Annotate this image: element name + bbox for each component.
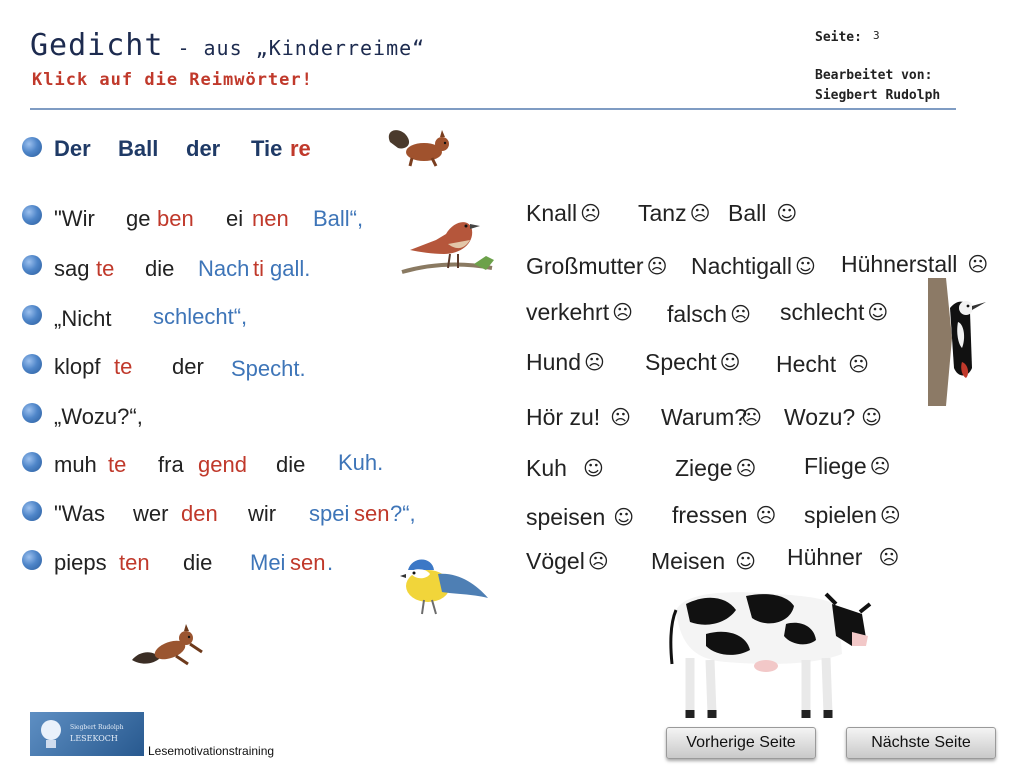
poem-word: wir bbox=[248, 501, 277, 526]
choice-label: speisen bbox=[526, 504, 606, 530]
choice-label: Meisen bbox=[651, 548, 726, 574]
poem-word: der bbox=[186, 136, 221, 161]
poem-word: Der bbox=[54, 136, 91, 161]
choice-ball[interactable] bbox=[728, 200, 797, 227]
choice-label: Ball bbox=[728, 200, 767, 226]
choice-kuh[interactable] bbox=[526, 455, 604, 482]
choice-meisen[interactable] bbox=[651, 548, 756, 575]
choice-fliege[interactable] bbox=[804, 453, 891, 480]
edited-by-label: Bearbeitet von: bbox=[815, 68, 933, 83]
editor-name: Siegbert Rudolph bbox=[815, 88, 941, 103]
poem-syllable: sen bbox=[354, 501, 390, 526]
poem-syllable: ben bbox=[157, 206, 194, 231]
smile-icon: ☺ bbox=[582, 456, 604, 480]
frown-icon: ☹ bbox=[612, 300, 633, 324]
poem-line-1 bbox=[0, 206, 400, 234]
poem-syllable: nen bbox=[252, 206, 289, 231]
frown-icon: ☹ bbox=[580, 201, 602, 225]
page-number: 3 bbox=[873, 29, 880, 42]
poem-syllable: ti bbox=[253, 256, 264, 281]
frown-icon: ☹ bbox=[848, 352, 869, 376]
nightingale-illustration bbox=[400, 210, 498, 284]
poem-syllable: te bbox=[114, 354, 133, 379]
lightbulb-icon bbox=[36, 718, 66, 750]
frown-icon: ☹ bbox=[689, 201, 711, 225]
frown-icon: ☹ bbox=[646, 254, 668, 278]
poem-line-8 bbox=[0, 550, 400, 578]
poem-word: die bbox=[276, 452, 306, 477]
poem-word: Ball bbox=[118, 136, 159, 161]
poem-rhyme-word: . bbox=[327, 550, 334, 575]
poem-word: pieps bbox=[54, 550, 107, 575]
choice-label: Specht bbox=[645, 349, 717, 375]
poem-rhyme-word: gall. bbox=[270, 256, 311, 281]
poem-line-2 bbox=[0, 256, 400, 284]
poem-word: klopf bbox=[54, 354, 101, 379]
frown-icon: ☹ bbox=[755, 503, 777, 527]
choice-label: falsch bbox=[667, 301, 728, 327]
subtitle-text: - aus „Kinderreime“ bbox=[177, 36, 426, 60]
poem-rhyme-word: Ball“, bbox=[313, 206, 364, 231]
poem-word: der bbox=[172, 354, 204, 379]
choice-label: Hund bbox=[526, 349, 581, 375]
squirrel-illustration bbox=[384, 124, 460, 168]
frown-icon: ☹ bbox=[735, 456, 757, 480]
poem-line-5 bbox=[0, 404, 400, 432]
next-page-button[interactable]: Nächste Seite bbox=[846, 727, 996, 759]
logo-text: Siegbert Rudolph bbox=[70, 724, 124, 731]
page-label: Seite: bbox=[815, 30, 862, 45]
lesekoch-logo bbox=[30, 712, 144, 756]
poem-line-6 bbox=[0, 452, 400, 480]
choice-grossmutter[interactable] bbox=[526, 253, 667, 280]
poem-syllable: ten bbox=[119, 550, 150, 575]
poem-syllable: te bbox=[108, 452, 127, 477]
smile-icon: ☺ bbox=[735, 549, 757, 573]
choice-label: Fliege bbox=[804, 453, 867, 479]
choice-speisen[interactable] bbox=[526, 504, 634, 531]
poem-rhyme-word: spei bbox=[309, 501, 350, 526]
choice-label: verkehrt bbox=[526, 299, 610, 325]
choice-nachtigall[interactable] bbox=[691, 253, 816, 280]
poem-word: sag bbox=[54, 256, 90, 281]
choice-label: Warum? bbox=[661, 404, 748, 430]
choice-fressen[interactable] bbox=[672, 502, 776, 529]
smile-icon: ☺ bbox=[795, 254, 816, 278]
choice-label: Hör zu! bbox=[526, 404, 601, 430]
woodpecker-illustration bbox=[928, 278, 988, 406]
frown-icon: ☹ bbox=[878, 545, 900, 569]
frown-icon: ☹ bbox=[879, 503, 901, 527]
smile-icon: ☺ bbox=[867, 300, 889, 324]
choice-label: Wozu? bbox=[784, 404, 856, 430]
squirrel-illustration bbox=[130, 620, 208, 670]
choice-label: Knall bbox=[526, 200, 578, 226]
poem-word: ge bbox=[126, 206, 151, 231]
choice-ziege[interactable] bbox=[675, 455, 756, 482]
poem-rhyme-word: Kuh. bbox=[338, 450, 384, 475]
bluetit-illustration bbox=[398, 554, 490, 620]
choice-huehnerstall[interactable] bbox=[841, 251, 988, 278]
poem-word: die bbox=[183, 550, 213, 575]
poem-line-4 bbox=[0, 354, 400, 382]
poem-word: wer bbox=[133, 501, 169, 526]
poem-syllable: te bbox=[96, 256, 115, 281]
header-divider bbox=[30, 108, 956, 110]
poem-word: Tie bbox=[251, 136, 283, 161]
instruction-text: Klick auf die Reimwörter! bbox=[32, 70, 313, 90]
poem-word: "Was bbox=[54, 501, 105, 526]
smile-icon: ☺ bbox=[613, 505, 635, 529]
poem-word: fra bbox=[158, 452, 184, 477]
poem-syllable: gend bbox=[198, 452, 247, 477]
choice-label: fressen bbox=[672, 502, 748, 528]
training-label: Lesemotivationstraining bbox=[148, 744, 275, 758]
choice-label: spielen bbox=[804, 502, 877, 528]
choice-label: Hühnerstall bbox=[841, 251, 958, 277]
choice-schlecht[interactable] bbox=[780, 299, 888, 326]
poem-line-7 bbox=[0, 501, 440, 529]
poem-syllable: re bbox=[290, 136, 311, 161]
choice-knall[interactable] bbox=[526, 200, 601, 227]
poem-line-3 bbox=[0, 306, 400, 334]
choice-label: Vögel bbox=[526, 548, 585, 574]
choice-verkehrt[interactable] bbox=[526, 299, 633, 326]
choice-label: Tanz bbox=[638, 200, 687, 226]
poem-word: „Nicht bbox=[54, 306, 112, 331]
poem-word: die bbox=[145, 256, 175, 281]
logo-text: LESEKOCH bbox=[70, 734, 118, 743]
frown-icon: ☹ bbox=[583, 350, 605, 374]
frown-icon: ☹ bbox=[967, 252, 989, 276]
frown-icon: ☹ bbox=[869, 454, 891, 478]
choice-wozu[interactable] bbox=[784, 404, 882, 431]
choice-label: Großmutter bbox=[526, 253, 644, 279]
choice-hund[interactable] bbox=[526, 349, 605, 376]
poem-word: „Wozu?“, bbox=[54, 404, 143, 429]
poem-rhyme-word: ?“, bbox=[390, 501, 416, 526]
frown-icon: ☹ bbox=[587, 549, 609, 573]
cow-illustration bbox=[666, 584, 872, 722]
smile-icon: ☺ bbox=[776, 201, 798, 225]
poem-word: muh bbox=[54, 452, 97, 477]
frown-icon: ☹ bbox=[730, 302, 751, 326]
previous-page-button[interactable]: Vorherige Seite bbox=[666, 727, 816, 759]
title-text: Gedicht bbox=[30, 28, 164, 63]
choice-label: Ziege bbox=[675, 455, 733, 481]
smile-icon: ☺ bbox=[861, 405, 883, 429]
poem-title bbox=[0, 136, 340, 164]
choice-label: Nachtigall bbox=[691, 253, 792, 279]
poem-word: ei bbox=[226, 206, 244, 231]
page-title bbox=[30, 28, 425, 63]
choice-hecht[interactable] bbox=[776, 351, 869, 378]
poem-rhyme-word: Nach bbox=[198, 256, 250, 281]
choice-spielen[interactable] bbox=[804, 502, 901, 529]
choice-hoer-zu[interactable] bbox=[526, 404, 631, 431]
choice-specht[interactable] bbox=[645, 349, 740, 376]
choice-tanz[interactable] bbox=[638, 200, 710, 227]
poem-syllable: sen bbox=[290, 550, 326, 575]
choice-label: Hühner bbox=[787, 544, 863, 570]
poem-rhyme-word: Specht. bbox=[231, 356, 306, 381]
poem-syllable: den bbox=[181, 501, 218, 526]
choice-label: Kuh bbox=[526, 455, 567, 481]
poem-rhyme-word: Mei bbox=[250, 550, 286, 575]
choice-label: schlecht bbox=[780, 299, 865, 325]
poem-word: "Wir bbox=[54, 206, 95, 231]
frown-icon: ☹ bbox=[610, 405, 631, 429]
choice-voegel[interactable] bbox=[526, 548, 609, 575]
choice-warum[interactable] bbox=[661, 404, 762, 431]
frown-icon: ☹ bbox=[741, 405, 762, 429]
smile-icon: ☺ bbox=[719, 350, 741, 374]
choice-huehner[interactable] bbox=[787, 544, 899, 571]
choice-falsch[interactable] bbox=[667, 301, 751, 328]
choice-label: Hecht bbox=[776, 351, 837, 377]
poem-rhyme-word: schlecht“, bbox=[153, 304, 248, 329]
